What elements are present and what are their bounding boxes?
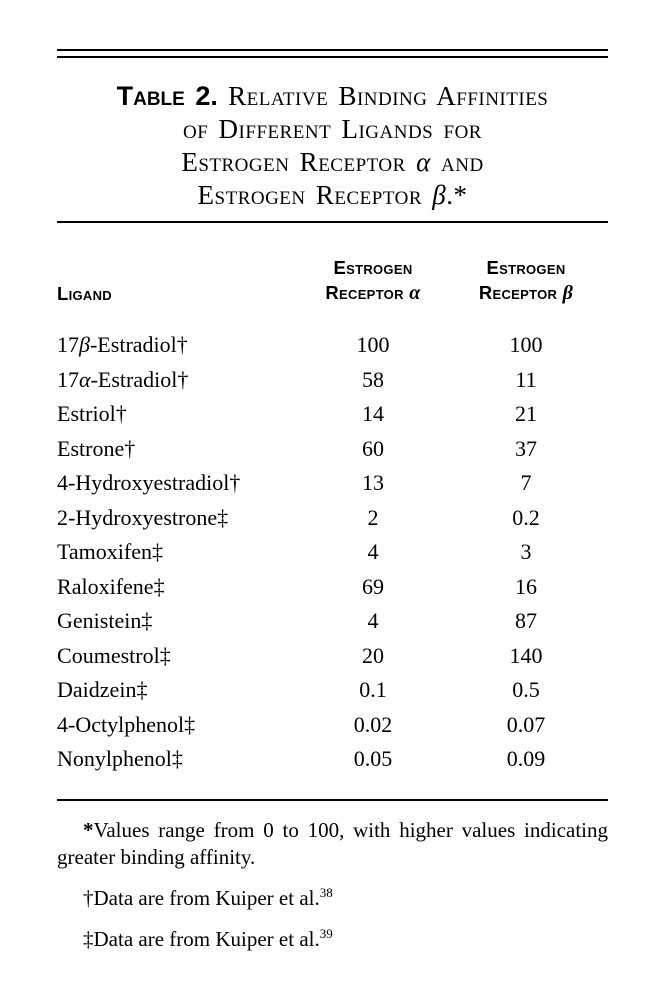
footnote-dagger [57, 885, 608, 912]
alpha-header-line-1: Estrogen [333, 257, 413, 278]
ligand-cell: Coumestrol‡ [57, 642, 171, 668]
ligand-cell: 4-Hydroxyestradiol† [57, 470, 241, 495]
alpha-value-cell: 20 [362, 642, 384, 668]
ligand-cell: Raloxifene‡ [57, 573, 165, 599]
table-row [57, 604, 608, 639]
beta-value-cell: 7 [520, 470, 532, 495]
alpha-value-cell: 69 [362, 573, 384, 599]
alpha-value-cell: 0.1 [359, 677, 387, 702]
table-body [57, 328, 608, 777]
beta-value-cell: 87 [515, 608, 537, 633]
title-line-3-tail: and [441, 147, 484, 177]
title-line-3 [57, 146, 608, 179]
title-line-4-text: Estrogen Receptor [197, 180, 423, 210]
ligand-cell: 17β-Estradiol† [57, 332, 188, 357]
ligand-header-label: Ligand [57, 283, 112, 304]
table-row [57, 570, 608, 605]
footnote-marker: * [83, 817, 94, 842]
beta-value-cell: 0.5 [512, 677, 540, 702]
table-row [57, 328, 608, 363]
title-line-2: of Different Ligands for [183, 114, 482, 144]
title-footnote-marker: .* [446, 180, 468, 210]
ligand-cell: 17α-Estradiol† [57, 366, 189, 392]
beta-value-cell: 0.2 [512, 504, 540, 530]
ligand-cell: Estriol† [57, 401, 127, 426]
beta-value-cell: 16 [515, 573, 537, 599]
alpha-value-cell: 0.05 [353, 746, 393, 771]
alpha-value-cell: 2 [367, 504, 379, 530]
table-row [57, 673, 608, 708]
beta-value-cell: 140 [509, 642, 543, 668]
ligand-column-header [57, 223, 302, 328]
title-line-1-text: Relative Binding Affinities [228, 81, 549, 111]
table-row [57, 397, 608, 432]
table-header [57, 223, 608, 328]
footnotes [57, 817, 608, 953]
alpha-value-cell: 14 [362, 401, 384, 426]
receptor-alpha-column-header [302, 223, 444, 328]
footnote-marker: ‡ [83, 926, 94, 951]
table-container [57, 0, 608, 953]
alpha-symbol: α [409, 282, 421, 304]
beta-symbol: β [562, 282, 574, 304]
reference-number: 39 [319, 925, 333, 941]
table-row [57, 708, 608, 743]
alpha-symbol: α [416, 147, 431, 177]
alpha-value-cell: 60 [362, 435, 384, 461]
alpha-value-cell: 58 [362, 366, 384, 392]
footnote-double-dagger [57, 926, 608, 953]
beta-header-line-2: Receptor β [478, 282, 574, 304]
alpha-value-cell: 100 [356, 332, 390, 357]
top-double-rule [57, 49, 608, 58]
title-line-1 [57, 80, 608, 113]
ligand-cell: Tamoxifen‡ [57, 539, 164, 564]
binding-affinity-table [57, 223, 608, 777]
footnote-text: Data are from Kuiper et al. [93, 926, 320, 951]
table-row [57, 432, 608, 467]
ligand-cell: Nonylphenol‡ [57, 746, 183, 771]
alpha-header-line-2: Receptor α [325, 282, 421, 304]
table-title [57, 80, 608, 212]
ligand-cell: 4-Octylphenol‡ [57, 711, 196, 737]
alpha-value-cell: 4 [367, 608, 379, 633]
bottom-rule [57, 799, 608, 801]
table-row [57, 535, 608, 570]
table-row [57, 742, 608, 777]
alpha-value-cell: 4 [367, 539, 379, 564]
beta-value-cell: 0.09 [506, 746, 546, 771]
table-row [57, 501, 608, 536]
receptor-beta-column-header [444, 223, 608, 328]
footnote-marker: † [83, 885, 94, 910]
ligand-cell: Daidzein‡ [57, 677, 148, 702]
footnote-text: Values range from 0 to 100, with higher values indicating greater binding affinity. [57, 817, 608, 869]
title-line-4 [57, 179, 608, 212]
beta-value-cell: 11 [515, 366, 537, 392]
reference-number: 38 [319, 884, 333, 900]
beta-value-cell: 100 [509, 332, 543, 357]
beta-symbol: β [432, 180, 447, 210]
beta-value-cell: 37 [515, 435, 537, 461]
footnote-asterisk [57, 817, 608, 871]
beta-header-line-1: Estrogen [486, 257, 566, 278]
table-number-label: Table 2. [116, 81, 218, 111]
footnote-text: Data are from Kuiper et al. [93, 885, 320, 910]
title-line-3-text: Estrogen Receptor [181, 147, 406, 177]
ligand-cell: 2-Hydroxyestrone‡ [57, 504, 229, 530]
beta-value-cell: 0.07 [506, 711, 546, 737]
alpha-value-cell: 0.02 [353, 711, 393, 737]
table-row [57, 639, 608, 674]
ligand-cell: Genistein‡ [57, 608, 153, 633]
table-row [57, 363, 608, 398]
table-row [57, 466, 608, 501]
beta-value-cell: 3 [520, 539, 532, 564]
ligand-cell: Estrone† [57, 435, 136, 461]
beta-value-cell: 21 [515, 401, 537, 426]
alpha-value-cell: 13 [362, 470, 384, 495]
